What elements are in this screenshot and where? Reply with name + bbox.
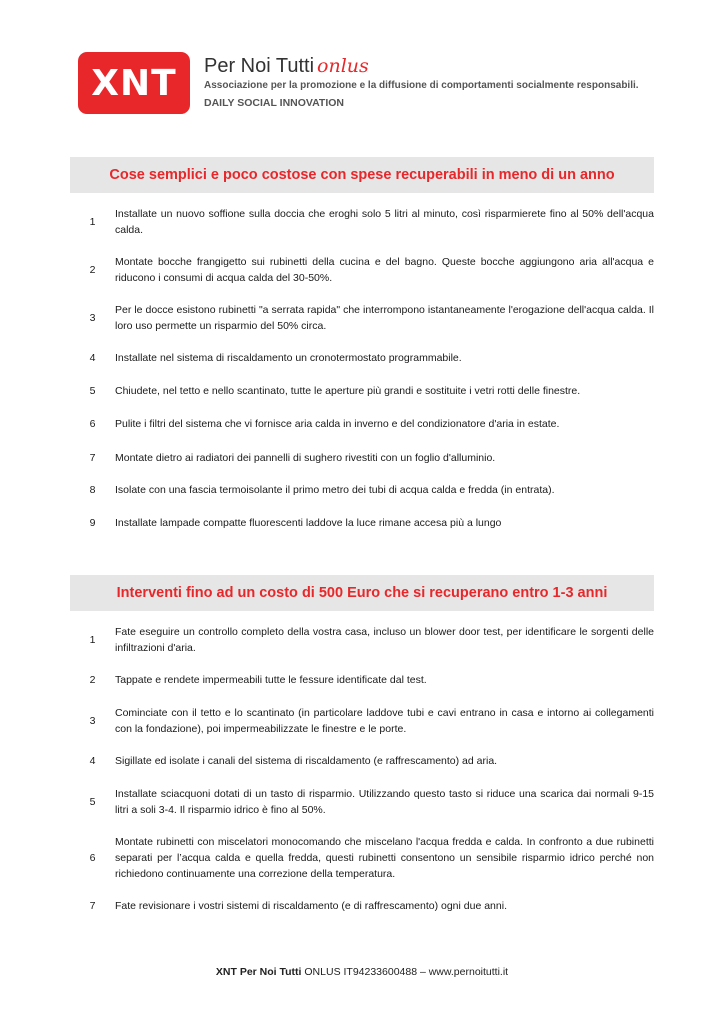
item-number: 4	[89, 352, 96, 364]
list-item	[70, 834, 654, 882]
item-number: 1	[89, 634, 96, 646]
item-text: Installate lampade compatte fluorescenti laddove la luce rimane accesa più a lungo	[115, 517, 502, 529]
xnt-logo: XNT	[78, 52, 190, 114]
list-item	[70, 206, 654, 238]
list-item	[70, 898, 654, 914]
item-number: 5	[89, 385, 96, 397]
item-text: Tappate e rendete impermeabili tutte le fessure identificate dal test.	[115, 674, 427, 686]
item-text: Installate sciacquoni dotati di un tasto di risparmio. Utilizzando questo tasto si riduce una scarica dai normali 9-15 litri a soli 3-4. Il risparmio idrico è fino al 50%.	[115, 788, 654, 816]
item-text: Installate nel sistema di riscaldamento un cronotermostato programmabile.	[115, 352, 462, 364]
item-text: Installate un nuovo soffione sulla doccia che eroghi solo 5 litri al minuto, così risparmierete fino al 50% dell'acqua calda.	[115, 208, 654, 236]
list-item	[70, 254, 654, 286]
item-number: 3	[89, 312, 96, 324]
list-item	[70, 705, 654, 737]
item-number: 5	[89, 796, 96, 808]
item-number: 6	[89, 852, 96, 864]
item-number: 4	[89, 755, 96, 767]
section2-title: Interventi fino ad un costo di 500 Euro che si recuperano entro 1-3 anni	[70, 575, 654, 611]
item-text: Pulite i filtri del sistema che vi fornisce aria calda in inverno e del condizionatore d'aria in estate.	[115, 418, 560, 430]
item-number: 8	[89, 484, 96, 496]
footer-info: ONLUS IT94233600488 – www.pernoitutti.it	[304, 966, 509, 978]
list-item	[70, 350, 654, 366]
item-text: Per le docce esistono rubinetti "a serrata rapida" che interrompono istantaneamente l'erogazione dell'acqua calda. Il loro uso permette un risparmio del 50% circa.	[115, 304, 654, 332]
item-text: Montate rubinetti con miscelatori monocomando che miscelano l'acqua fredda e calda. In confronto a due rubinetti separati per l’acqua calda e quella fredda, questi rubinetti consentono un sensibile risparmio idrico perché non richiedono continuamente una correzione della temperatura.	[115, 836, 654, 880]
item-text: Chiudete, nel tetto e nello scantinato, tutte le aperture più grandi e sostituite i vetri rotti delle finestre.	[115, 385, 581, 397]
org-description: Associazione per la promozione e la diffusione di comportamenti socialmente responsabili.	[204, 80, 639, 91]
item-number: 2	[89, 674, 96, 686]
item-text: Montate bocche frangigetto sui rubinetti della cucina e del bagno. Queste bocche aggiungono aria all'acqua e riducono i consumi di acqua calda del 30-50%.	[115, 256, 654, 284]
item-text: Sigillate ed isolate i canali del sistema di riscaldamento (e raffrescamento) ad aria.	[115, 755, 498, 767]
item-text: Isolate con una fascia termoisolante il primo metro dei tubi di acqua calda e fredda (in entrata).	[115, 484, 555, 496]
item-text: Fate revisionare i vostri sistemi di riscaldamento (e di raffrescamento) ogni due anni.	[115, 900, 507, 912]
list-item	[70, 482, 654, 498]
item-number: 3	[89, 715, 96, 727]
org-name-text: Per Noi Tutti	[204, 55, 315, 77]
item-text: Montate dietro ai radiatori dei pannelli di sughero rivestiti con un foglio d'alluminio.	[115, 452, 496, 464]
list-item	[70, 672, 654, 688]
org-suffix: onlus	[317, 55, 369, 77]
item-number: 7	[89, 452, 96, 464]
list-item	[70, 302, 654, 334]
item-number: 1	[89, 216, 96, 228]
footer-org: XNT Per Noi Tutti	[215, 966, 302, 978]
list-item	[70, 753, 654, 769]
item-text: Cominciate con il tetto e lo scantinato (in particolare laddove tubi e cavi entrano in casa e intorno ai collegamenti con la fondazione), poi impermeabilizzate le finestre e le porte.	[115, 707, 654, 735]
list-item	[70, 383, 654, 399]
org-tagline: DAILY SOCIAL INNOVATION	[204, 97, 345, 109]
list-item	[70, 786, 654, 818]
list-item	[70, 515, 654, 531]
item-number: 9	[89, 517, 96, 529]
item-text: Fate eseguire un controllo completo della vostra casa, incluso un blower door test, per identificare le sorgenti delle infiltrazioni d'aria.	[115, 626, 654, 654]
list-item	[70, 450, 654, 466]
item-number: 6	[89, 418, 96, 430]
list-item	[70, 624, 654, 656]
section1-title: Cose semplici e poco costose con spese recuperabili in meno di un anno	[70, 157, 654, 193]
list-item	[70, 416, 654, 432]
item-number: 2	[89, 264, 96, 276]
item-number: 7	[89, 900, 96, 912]
org-name	[204, 55, 369, 78]
footer	[0, 966, 724, 978]
